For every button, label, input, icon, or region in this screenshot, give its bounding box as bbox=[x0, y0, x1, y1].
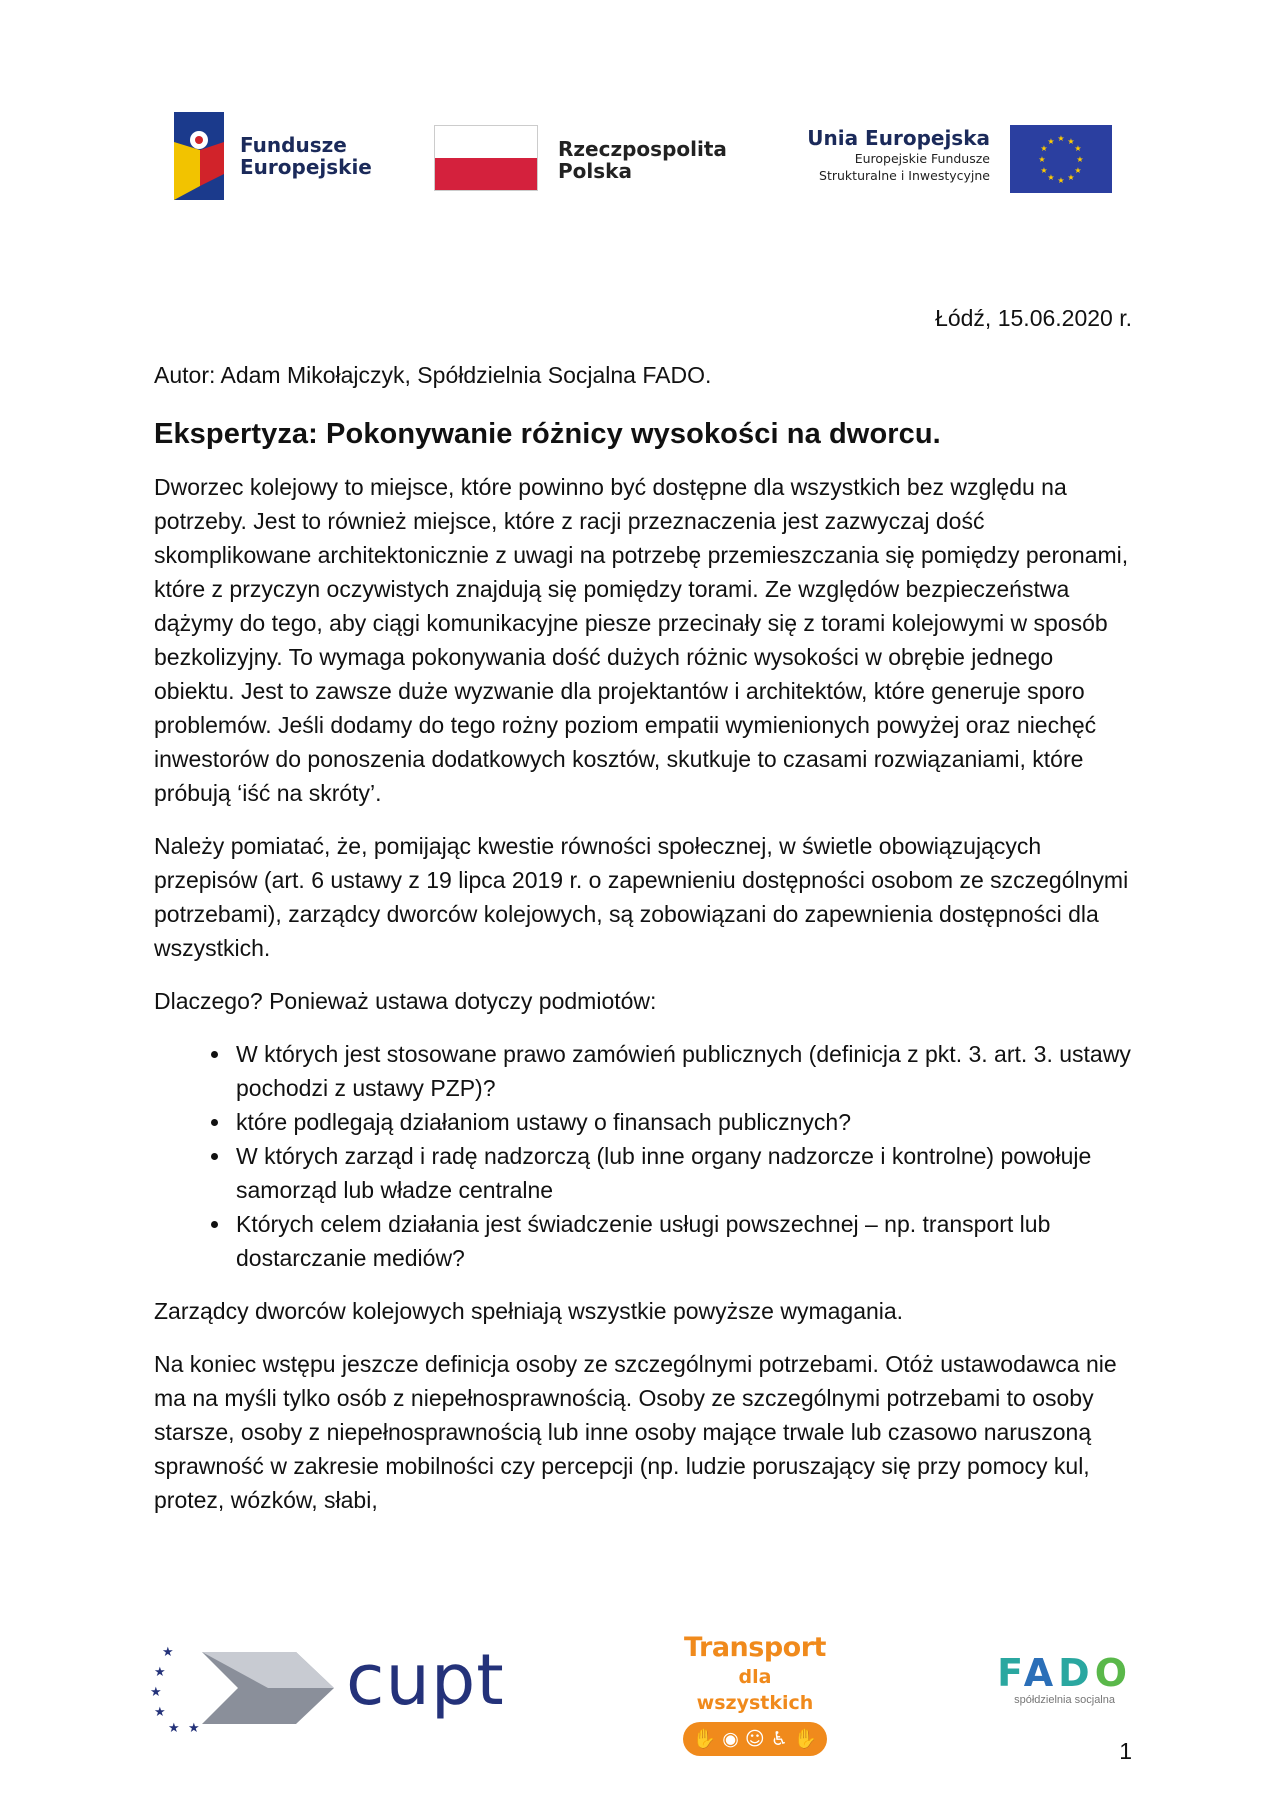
document-title: Ekspertyza: Pokonywanie różnicy wysokości na dworcu. bbox=[154, 418, 941, 450]
rp-line-1: Rzeczpospolita bbox=[558, 137, 727, 161]
svg-text:★: ★ bbox=[1067, 137, 1075, 146]
rp-line-2: Polska bbox=[558, 159, 632, 183]
list-item: • W których jest stosowane prawo zamówień publicznych (definicja z pkt. 3. art. 3. ustawy pochodzi z ustawy PZP)? bbox=[232, 1037, 1140, 1105]
svg-text:★: ★ bbox=[1047, 173, 1055, 182]
transport-dla-wszystkich-logo bbox=[680, 1632, 830, 1756]
polish-flag-icon bbox=[434, 125, 538, 191]
svg-text:★: ★ bbox=[1040, 166, 1048, 175]
svg-text:★: ★ bbox=[1057, 176, 1065, 185]
svg-text:★: ★ bbox=[1067, 173, 1075, 182]
tdw-line-1: Transport bbox=[684, 1632, 826, 1663]
ue-sub-2: Strukturalne i Inwestycyjne bbox=[819, 168, 990, 183]
fado-subtitle: spółdzielnia socjalna bbox=[1014, 1694, 1115, 1706]
cupt-logo: cupt bbox=[346, 1639, 505, 1721]
eu-flag-icon bbox=[1010, 125, 1112, 193]
document-date: Łódź, 15.06.2020 r. bbox=[935, 305, 1132, 331]
paragraph-conclusion: Zarządcy dworców kolejowych spełniają wszystkie powyższe wymagania. bbox=[154, 1298, 904, 1324]
document-author: Autor: Adam Mikołajczyk, Spółdzielnia Socjalna FADO. bbox=[154, 362, 712, 388]
paragraph-regulations: Należy pomiatać, że, pomijając kwestie równości społecznej, w świetle obowiązujących przepisów (art. 6 ustawy z 19 lipca 2019 r. o zapewnieniu dostępności osobom ze szczególnymi potrzebami), zarządcy dworców kolejowych, są zobowiązani do zapewnienia dostępności dla wszystkich. bbox=[154, 833, 1129, 961]
svg-text:★: ★ bbox=[168, 1721, 180, 1735]
fe-line-1: Fundusze bbox=[240, 133, 347, 157]
fundusze-europejskie-logo-icon bbox=[174, 112, 224, 200]
svg-text:★: ★ bbox=[1038, 155, 1046, 164]
svg-text:★: ★ bbox=[1047, 137, 1055, 146]
paragraph-intro: Dworzec kolejowy to miejsce, które powinno być dostępne dla wszystkich bez względu na potrzeby. Jest to również miejsce, które z racji przeznaczenia jest zazwyczaj dość skomplikowane architektonicznie z uwagi na potrzebę przemieszczania się pomiędzy peronami, które z przyczyn oczywistych znajdują się pomiędzy torami. Ze względów bezpieczeństwa dążymy do tego, aby ciągi komunikacyjne piesze przecinały się z torami kolejowymi w sposób bezkolizyjny. To wymaga pokonywania dość dużych różnic wysokości w obrębie jednego obiektu. Jest to zawsze duże wyzwanie dla projektantów i architektów, które generuje sporo problemów. Jeśli dodamy do tego rożny poziom empatii wymienionych powyżej oraz niechęć inwestorów do ponoszenia dodatkowych kosztów, skutkuje to czasami rozwiązaniami, które próbują ‘iść na skróty’. bbox=[154, 474, 1129, 806]
svg-text:★: ★ bbox=[1040, 144, 1048, 153]
svg-text:★: ★ bbox=[1074, 144, 1082, 153]
svg-text:★: ★ bbox=[162, 1645, 174, 1660]
cupt-logo-graphic-icon bbox=[150, 1640, 370, 1735]
paragraph-definition: Na koniec wstępu jeszcze definicja osoby ze szczególnymi potrzebami. Otóż ustawodawca nie ma na myśli tylko osób z niepełnosprawnością. Osoby ze szczególnymi potrzebami to osoby starsze, osoby z niepełnosprawnością lub inne osoby mające trwale lub czasowo naruszoną sprawność w zakresie mobilności czy percepcji (np. ludzie poruszający się przy pomocy kul, protez, wózków, słabi, bbox=[154, 1351, 1117, 1513]
paragraph-why: Dlaczego? Ponieważ ustawa dotyczy podmiotów: bbox=[154, 988, 657, 1014]
document-body bbox=[154, 470, 1140, 1536]
tdw-line-2: dla wszystkich bbox=[696, 1666, 814, 1714]
svg-text:★: ★ bbox=[1074, 166, 1082, 175]
svg-text:★: ★ bbox=[1076, 155, 1084, 164]
svg-text:★: ★ bbox=[188, 1721, 200, 1735]
partner-logos-footer bbox=[0, 1632, 1280, 1750]
list-item: • Których celem działania jest świadczenie usługi powszechnej – np. transport lub dostarczanie mediów? bbox=[232, 1207, 1140, 1275]
unia-europejska-label bbox=[807, 126, 990, 184]
ue-sub-1: Europejskie Fundusze bbox=[854, 151, 990, 166]
svg-text:★: ★ bbox=[1057, 134, 1065, 143]
page-number: 1 bbox=[1119, 1738, 1132, 1764]
accessibility-icons: ✋ ◉ ☺ ♿ ✋ bbox=[683, 1722, 827, 1756]
list-item: • W których zarząd i radę nadzorczą (lub inne organy nadzorcze i kontrolne) powołuje samorząd lub władze centralne bbox=[232, 1139, 1140, 1207]
ue-title: Unia Europejska bbox=[807, 126, 990, 150]
svg-text:★: ★ bbox=[154, 1665, 166, 1680]
fado-wordmark: FADO bbox=[997, 1651, 1132, 1695]
list-item: • które podlegają działaniom ustawy o finansach publicznych? bbox=[232, 1105, 1140, 1139]
fe-line-2: Europejskie bbox=[240, 155, 372, 179]
rzeczpospolita-polska-label bbox=[558, 138, 727, 182]
entities-list bbox=[154, 1037, 1140, 1275]
svg-text:★: ★ bbox=[150, 1685, 162, 1700]
fundusze-europejskie-label bbox=[240, 134, 372, 178]
fado-logo bbox=[997, 1652, 1132, 1707]
svg-text:★: ★ bbox=[154, 1705, 166, 1720]
funding-logos-header bbox=[0, 110, 1280, 200]
